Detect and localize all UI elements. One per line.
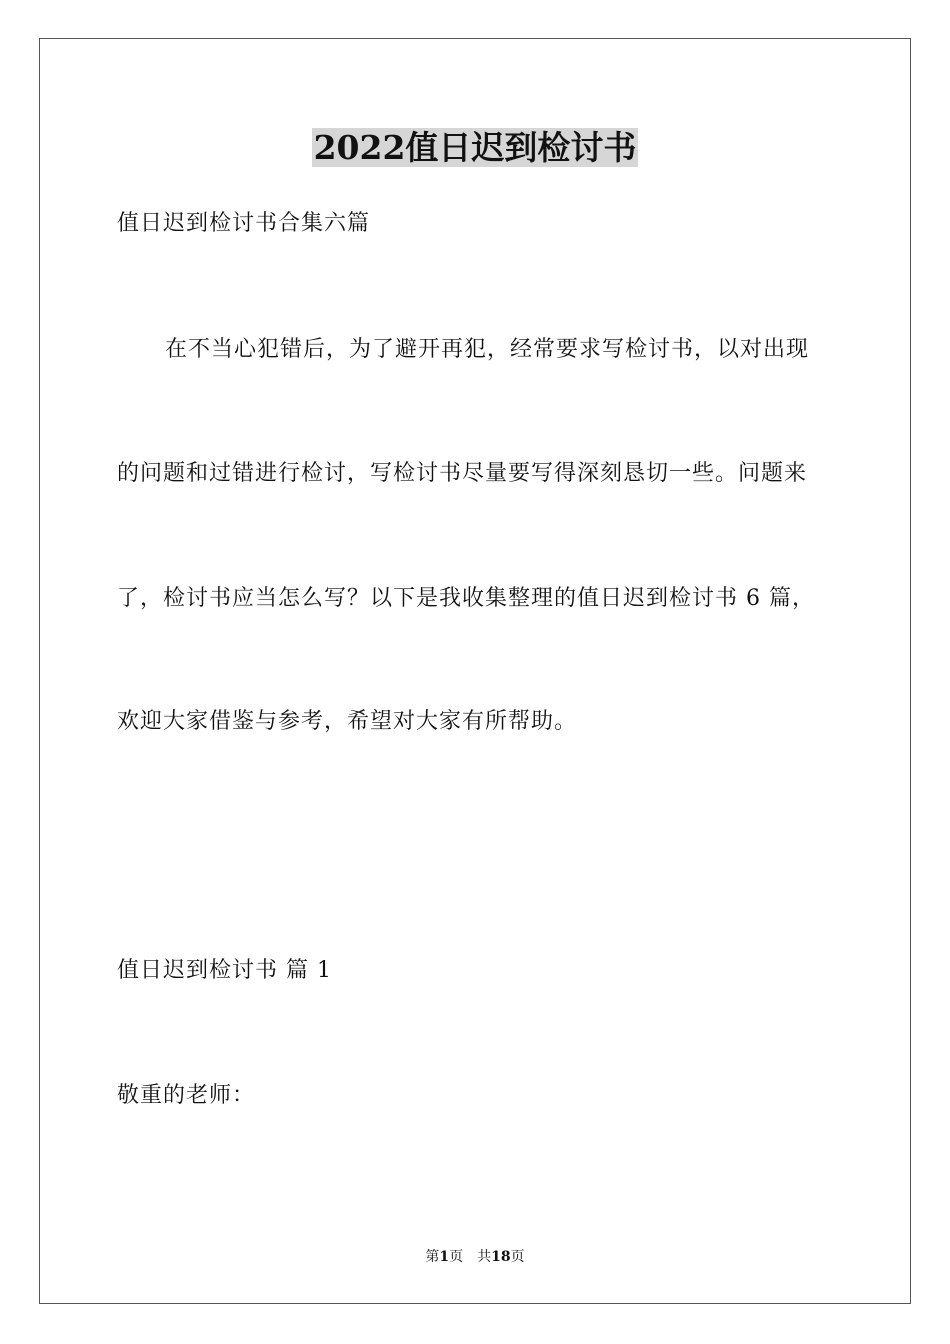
intro-paragraph-line-2: 的问题和过错进行检讨，写检讨书尽量要写得深刻恳切一些。问题来 (117, 461, 808, 486)
total-prefix: 共 (477, 1249, 492, 1265)
intro-paragraph-line-1: 在不当心犯错后，为了避开再犯，经常要求写检讨书，以对出现 (165, 337, 810, 362)
page-number: 1 (439, 1249, 450, 1265)
document-subtitle: 值日迟到检讨书合集六篇 (117, 211, 371, 236)
intro-paragraph-line-3: 了，检讨书应当怎么写？以下是我收集整理的值日迟到检讨书 6 篇， (117, 586, 815, 611)
total-suffix: 页 (510, 1249, 525, 1265)
page-prefix: 第 (425, 1249, 440, 1265)
page-suffix: 页 (449, 1249, 464, 1265)
document-title-text: 2022值日迟到检讨书 (313, 128, 637, 167)
section-heading: 值日迟到检讨书 篇 1 (117, 958, 332, 983)
intro-paragraph-line-4: 欢迎大家借鉴与参考，希望对大家有所帮助。 (117, 709, 578, 734)
page-footer (0, 1247, 950, 1267)
total-pages: 18 (491, 1249, 511, 1265)
salutation: 敬重的老师： (117, 1083, 256, 1108)
document-title (0, 124, 950, 172)
